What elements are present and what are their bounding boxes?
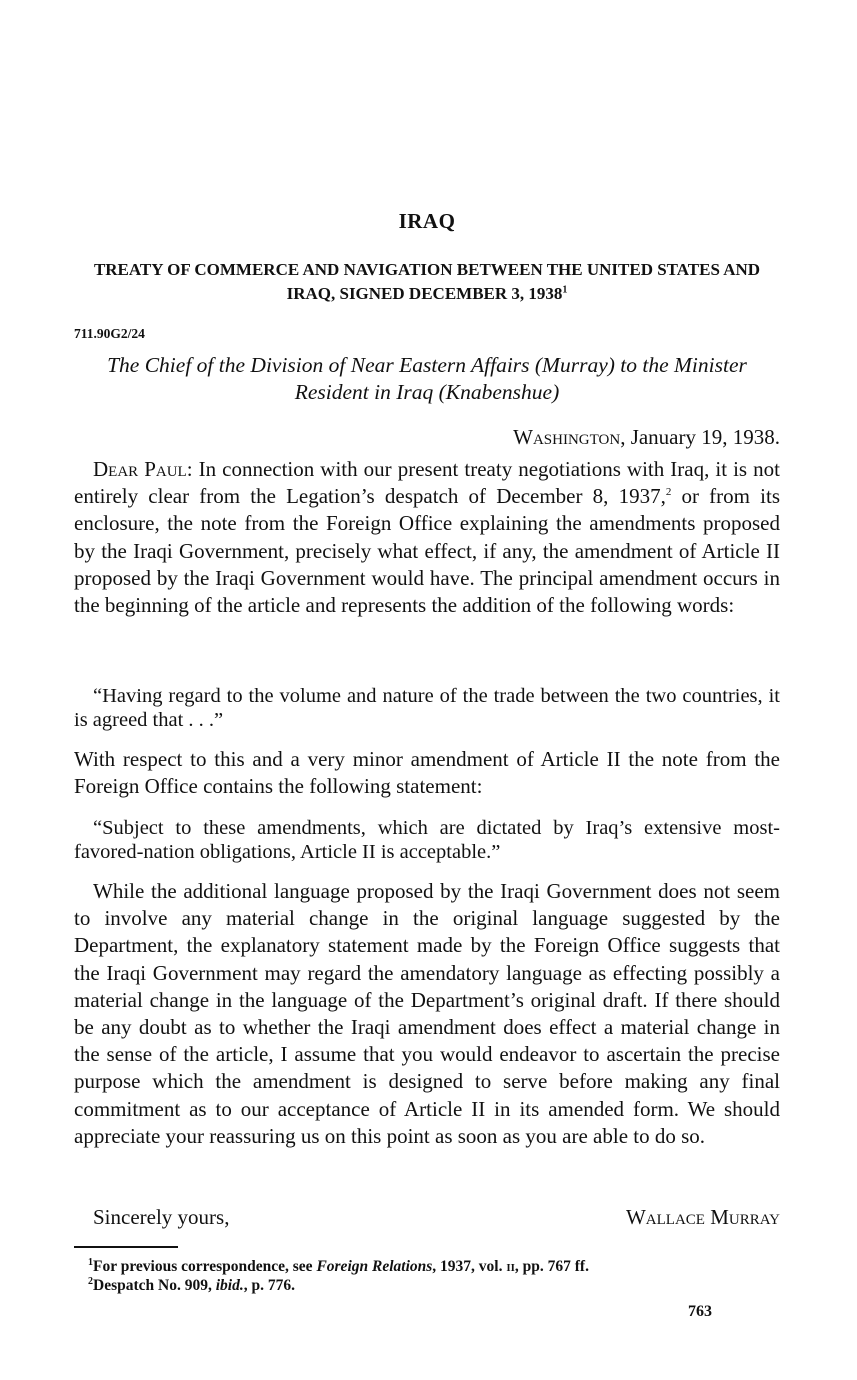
- signature: Wallace Murray: [625, 1205, 780, 1229]
- footnote-1-mark: 1: [88, 1256, 93, 1268]
- paragraph-3: While the additional language proposed by the Iraqi Government does not seem to involve any material change in the original language suggested by the Department, the explanatory statement made by the Foreign Office suggests that the Iraqi Government may regard the amendatory language as effecting possibly a material change in the language of the Department’s original draft. If there should be any doubt as to whether the Iraqi amendment does effect a material change in the sense of the article, I assume that you would endeavor to ascertain the precise purpose which the amendment is designed to serve before making any final commitment as to our acceptance of Article II in its amended form. We should appreciate your reassuring us on this point as soon as you are able to do so.: [74, 879, 780, 1148]
- salutation: Dear Paul: [93, 457, 187, 481]
- country-heading: IRAQ: [398, 209, 456, 233]
- quote-1: “Having regard to the volume and nature of the trade between the two countries, it is agreed that . . .”: [74, 685, 780, 731]
- footnote-ref-1: 1: [562, 284, 568, 296]
- footnote-ref-2: 2: [665, 486, 672, 499]
- paragraph-1-text-a: : In connection with our present treaty negotiations with Iraq, it is not entirely clear from the Legation’s despatch of December 8, 1937,: [74, 457, 780, 509]
- footnote-1-text-a: For previous correspondence, see: [93, 1258, 317, 1275]
- page-number: 763: [688, 1303, 712, 1320]
- footnote-2: [88, 1277, 295, 1295]
- paragraph-2: With respect to this and a very minor amendment of Article II the note from the Foreign Office contains the following statement:: [74, 747, 780, 799]
- quote-2: “Subject to these amendments, which are dictated by Iraq’s extensive most-favored-nation obligations, Article II is acceptable.”: [74, 817, 780, 863]
- paragraph-1-text-b: or from its enclosure, the note from the Foreign Office explaining the amendments proposed by the Iraqi Government, precisely what effect, if any, the amendment of Article II proposed by the Iraqi Government would have. The principal amendment occurs in the beginning of the article and represents the addition of the following words:: [74, 484, 780, 618]
- footnote-2-mark: 2: [88, 1275, 93, 1287]
- footnote-2-text-a: Despatch No. 909,: [93, 1277, 216, 1294]
- footnote-1-italic: Foreign Relations: [316, 1258, 433, 1275]
- file-number: 711.90G2/24: [74, 326, 145, 341]
- paragraph-1: [74, 456, 780, 619]
- complimentary-close: Sincerely yours,: [93, 1205, 230, 1229]
- dateline-place: Washington: [513, 425, 621, 449]
- treaty-title: [74, 258, 780, 306]
- footnote-1-text-c: , pp. 767 ff.: [514, 1258, 589, 1275]
- footnote-1: [88, 1258, 589, 1276]
- footnote-1-text-b: , 1937, vol.: [432, 1258, 507, 1275]
- footnote-divider: [74, 1246, 178, 1248]
- footnote-2-italic: ibid.: [215, 1277, 244, 1294]
- dateline: [513, 425, 780, 450]
- footnote-1-volume: ii: [506, 1258, 515, 1275]
- document-heading: The Chief of the Division of Near Eastern Affairs (Murray) to the Minister Resident in Iraq (Knabenshue): [107, 353, 747, 404]
- dateline-date: , January 19, 1938.: [620, 425, 780, 449]
- treaty-title-text: TREATY OF COMMERCE AND NAVIGATION BETWEEN THE UNITED STATES AND IRAQ, SIGNED DECEMBER 3, 1938: [93, 260, 761, 303]
- footnote-2-text-b: , p. 776.: [243, 1277, 295, 1294]
